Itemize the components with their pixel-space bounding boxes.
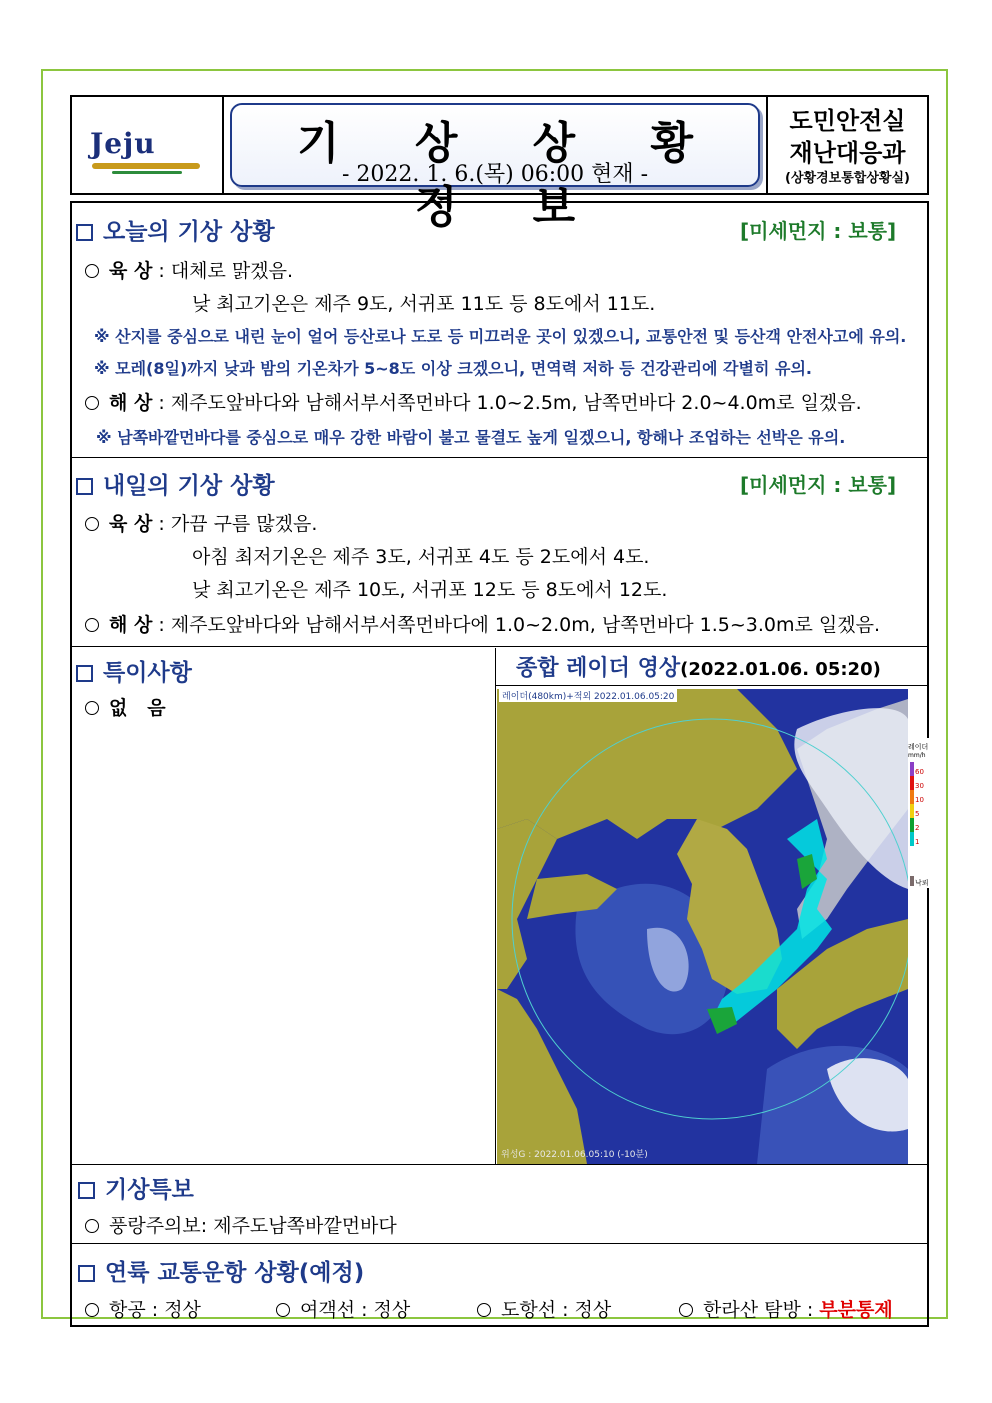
special-item: 없 음 bbox=[85, 693, 166, 720]
satellite-timestamp: 위성G : 2022.01.06.05:10 (-10분) bbox=[501, 1150, 648, 1160]
document-date: - 2022. 1. 6.(목) 06:00 현재 - bbox=[341, 162, 649, 187]
logo-swoosh bbox=[92, 163, 200, 169]
circle-bullet-icon bbox=[85, 618, 99, 632]
circle-bullet-icon bbox=[276, 1303, 290, 1317]
department-line1: 도민안전실 bbox=[789, 107, 906, 135]
document-title: 기 상 상 황 정 보 bbox=[297, 118, 723, 233]
circle-bullet-icon bbox=[85, 517, 99, 531]
legend-swatch bbox=[910, 762, 914, 776]
department-cell bbox=[768, 97, 927, 193]
divider bbox=[495, 685, 927, 686]
special-section-title: 특이사항 bbox=[76, 654, 192, 687]
today-note-temp-gap: ※ 모레(8일)까지 낮과 밤의 기온차가 5~8도 이상 크겠으니, 면역력 저하 등 건강관리에 각별히 유의. bbox=[94, 359, 812, 378]
hallasan-status: 부분통제 bbox=[819, 1299, 893, 1321]
tomorrow-min-temp: 아침 최저기온은 제주 3도, 서귀포 4도 등 2도에서 4도. bbox=[192, 546, 650, 568]
logo-cell bbox=[72, 97, 224, 193]
circle-bullet-icon bbox=[85, 701, 99, 715]
legend-swatch bbox=[910, 832, 914, 846]
today-dust-level: [미세먼지 : 보통] bbox=[740, 219, 897, 243]
today-land-temp: 낮 최고기온은 제주 9도, 서귀포 11도 등 8도에서 11도. bbox=[192, 293, 656, 315]
legend-value: 5 bbox=[915, 810, 920, 818]
checkbox-icon bbox=[78, 1182, 95, 1199]
legend-value: 30 bbox=[915, 782, 924, 790]
warning-item: 풍랑주의보: 제주도남쪽바깥먼바다 bbox=[85, 1211, 397, 1238]
tomorrow-dust-level: [미세먼지 : 보통] bbox=[740, 473, 897, 497]
title-box bbox=[230, 103, 760, 233]
radar-timestamp: (2022.01.06. 05:20) bbox=[680, 659, 881, 680]
today-sea-line: 해 상 : 제주도앞바다와 남해서부서쪽먼바다 1.0~2.5m, 남쪽먼바다 2.0~4.0m로 일겠음. bbox=[85, 388, 862, 415]
divider bbox=[72, 457, 927, 458]
divider bbox=[72, 646, 927, 647]
legend-unit: mm/h bbox=[908, 752, 926, 759]
checkbox-icon bbox=[76, 665, 93, 682]
checkbox-icon bbox=[78, 1265, 95, 1282]
circle-bullet-icon bbox=[85, 264, 99, 278]
legend-value: 1 bbox=[915, 838, 920, 846]
radar-legend bbox=[908, 738, 930, 888]
legend-swatch bbox=[910, 818, 914, 832]
department-line2: 재난대응과 bbox=[789, 139, 906, 167]
traffic-ferry: 여객선 : 정상 bbox=[276, 1295, 410, 1322]
legend-swatch bbox=[910, 790, 914, 804]
lightning-swatch bbox=[910, 876, 914, 886]
legend-lightning: 낙뢰 bbox=[915, 879, 929, 887]
tomorrow-max-temp: 낮 최고기온은 제주 10도, 서귀포 12도 등 8도에서 12도. bbox=[192, 579, 668, 601]
traffic-section-title: 연륙 교통운항 상황(예정) bbox=[78, 1254, 364, 1287]
title-cell bbox=[222, 97, 768, 233]
today-section-title: 오늘의 기상 상황 bbox=[76, 213, 275, 246]
radar-title: 종합 레이더 영상(2022.01.06. 05:20) bbox=[516, 656, 881, 681]
department-line3: (상황경보통합상황실) bbox=[785, 171, 910, 186]
legend-value: 2 bbox=[915, 824, 920, 832]
legend-value: 60 bbox=[915, 768, 924, 776]
traffic-hallasan: 한라산 탐방 : 부분통제 bbox=[679, 1295, 893, 1322]
divider bbox=[72, 1243, 927, 1244]
circle-bullet-icon bbox=[85, 1303, 99, 1317]
radar-caption: 레이더(480km)+적외 2022.01.06.05:20 bbox=[499, 689, 677, 702]
vertical-divider bbox=[495, 648, 496, 1164]
legend-swatch bbox=[910, 776, 914, 790]
today-note-snow: ※ 산지를 중심으로 내린 눈이 얼어 등산로나 도로 등 미끄러운 곳이 있겠으니, 교통안전 및 등산객 안전사고에 유의. bbox=[94, 327, 907, 346]
jeju-logo: Jeju bbox=[90, 127, 156, 160]
tomorrow-sea-line: 해 상 : 제주도앞바다와 남해서부서쪽먼바다에 1.0~2.0m, 남쪽먼바다 1.5~3.0m로 일겠음. bbox=[85, 610, 880, 637]
traffic-island-ferry: 도항선 : 정상 bbox=[477, 1295, 611, 1322]
tomorrow-land-line: 육 상 : 가끔 구름 많겠음. bbox=[85, 509, 317, 536]
checkbox-icon bbox=[76, 224, 93, 241]
traffic-air: 항공 : 정상 bbox=[85, 1295, 201, 1322]
divider bbox=[72, 1164, 927, 1165]
logo-swoosh-accent bbox=[112, 171, 182, 174]
legend-value: 10 bbox=[915, 796, 924, 804]
circle-bullet-icon bbox=[85, 1219, 99, 1233]
today-note-wind: ※ 남쪽바깥먼바다를 중심으로 매우 강한 바람이 불고 물결도 높게 일겠으니, 항해나 조업하는 선박은 유의. bbox=[96, 428, 846, 447]
circle-bullet-icon bbox=[679, 1303, 693, 1317]
radar-image bbox=[497, 689, 908, 1164]
tomorrow-section-title: 내일의 기상 상황 bbox=[76, 467, 275, 500]
checkbox-icon bbox=[76, 478, 93, 495]
circle-bullet-icon bbox=[477, 1303, 491, 1317]
legend-swatch bbox=[910, 804, 914, 818]
today-land-line: 육 상 : 대체로 맑겠음. bbox=[85, 256, 293, 283]
radar-map bbox=[497, 689, 908, 1164]
report-body bbox=[70, 201, 929, 1327]
warning-section-title: 기상특보 bbox=[78, 1171, 194, 1204]
legend-title: 레이더 bbox=[908, 743, 929, 751]
circle-bullet-icon bbox=[85, 396, 99, 410]
